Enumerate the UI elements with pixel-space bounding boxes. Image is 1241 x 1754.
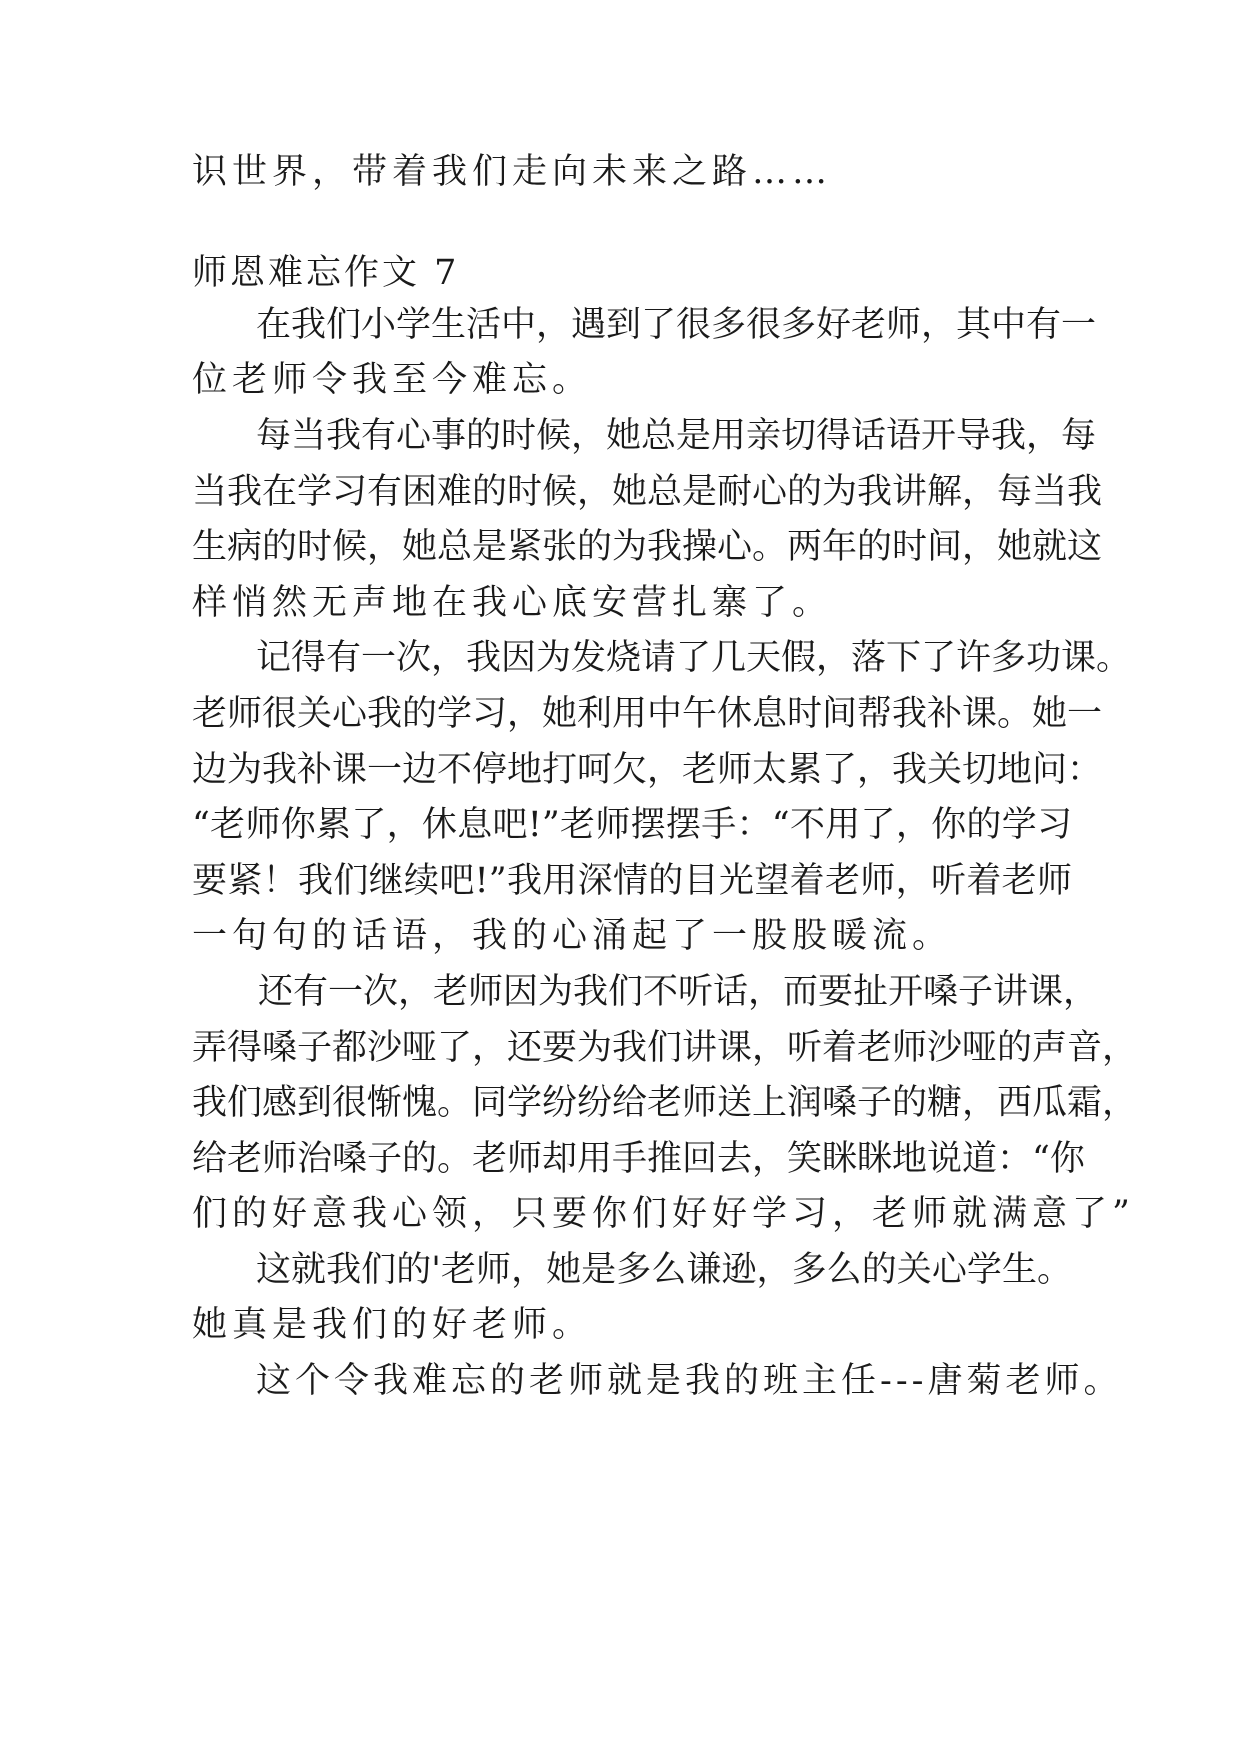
paragraph-line: 每当我有心事的时候，她总是用亲切得话语开导我，每 — [256, 416, 1097, 456]
paragraph-line: 这就我们的'老师，她是多么谦逊，多么的关心学生。 — [256, 1250, 1072, 1290]
paragraph-line: 要紧！我们继续吧!”我用深情的目光望着老师，听着老师 — [192, 861, 1072, 901]
paragraph-line: 还有一次，老师因为我们不听话，而要扯开嗓子讲课， — [258, 972, 1099, 1012]
paragraph-line: 我们感到很惭愧。同学纷纷给老师送上润嗓子的糖，西瓜霜， — [192, 1083, 1138, 1123]
paragraph-line: 给老师治嗓子的。老师却用手推回去，笑眯眯地说道：“你 — [192, 1139, 1085, 1179]
paragraph-line: 一句句的话语，我的心涌起了一股股暖流。 — [192, 916, 953, 956]
paragraph-line: 弄得嗓子都沙哑了，还要为我们讲课，听着老师沙哑的声音， — [192, 1028, 1138, 1068]
section-heading: 师恩难忘作文 7 — [192, 253, 460, 293]
paragraph-line: 老师很关心我的学习，她利用中午休息时间帮我补课。她一 — [192, 694, 1103, 734]
paragraph-line: 当我在学习有困难的时候，她总是耐心的为我讲解，每当我 — [192, 472, 1103, 512]
paragraph-line: “老师你累了，休息吧!”老师摆摆手：“不用了，你的学习 — [192, 805, 1072, 845]
paragraph-line: 位老师令我至今难忘。 — [192, 360, 593, 400]
paragraph-line: 记得有一次，我因为发烧请了几天假，落下了许多功课。 — [256, 638, 1132, 678]
paragraph-line: 在我们小学生活中，遇到了很多很多好老师，其中有一 — [256, 305, 1097, 345]
text-line: 识世界，带着我们走向未来之路…… — [192, 152, 833, 192]
paragraph-line: 边为我补课一边不停地打呵欠，老师太累了，我关切地问： — [192, 750, 1103, 790]
paragraph-line: 样悄然无声地在我心底安营扎寨了。 — [192, 583, 833, 623]
paragraph-line: 们的好意我心领，只要你们好好学习，老师就满意了” — [192, 1194, 1135, 1234]
paragraph-line: 她真是我们的好老师。 — [192, 1305, 593, 1345]
paragraph-line: 这个令我难忘的老师就是我的班主任---唐菊老师。 — [256, 1361, 1123, 1401]
paragraph-line: 生病的时候，她总是紧张的为我操心。两年的时间，她就这 — [192, 527, 1103, 567]
